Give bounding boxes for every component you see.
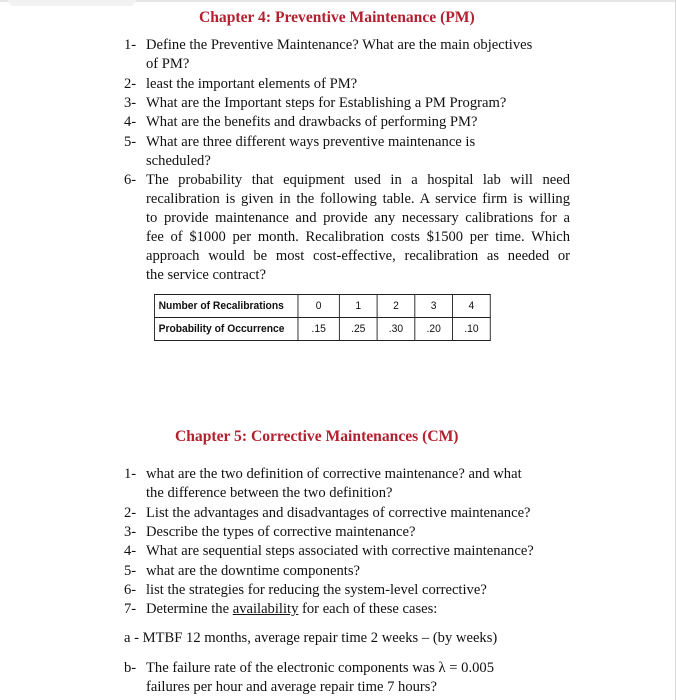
question-text: the difference between the two definition?	[146, 485, 393, 501]
case-text: failures per hour and average repair time 7 hours?	[146, 679, 437, 695]
table-cell: 3	[415, 295, 453, 318]
question-number: 5-	[124, 563, 137, 579]
availability-term: availability	[232, 601, 299, 617]
question-text: What are sequential steps associated with corrective maintenance?	[146, 543, 534, 559]
question-number: 3-	[124, 524, 137, 540]
table-cell: .20	[415, 318, 453, 341]
table-cell: 4	[453, 295, 491, 318]
case-text: The failure rate of the electronic components was λ = 0.005	[146, 660, 494, 676]
table-cell: .15	[298, 318, 339, 341]
question-number: 2-	[124, 76, 137, 92]
chapter-5-title: Chapter 5: Corrective Maintenances (CM)	[175, 428, 459, 445]
question-text: recalibration is given in the following table. A service firm is willing	[146, 191, 570, 207]
question-text: scheduled?	[146, 153, 211, 169]
text-before: Determine the	[146, 601, 233, 617]
question-text: What are the benefits and drawbacks of performing PM?	[146, 114, 478, 130]
question-number: 6-	[124, 582, 137, 598]
table-row-header: Number of Recalibrations	[154, 295, 298, 318]
table-row	[154, 295, 490, 318]
question-number: 3-	[124, 95, 137, 111]
question-number: 1-	[124, 466, 137, 482]
question-text	[146, 601, 437, 618]
question-number: 1-	[124, 37, 137, 53]
question-text: to provide maintenance and provide any necessary calibrations for a	[146, 210, 570, 226]
table-cell: 1	[339, 295, 377, 318]
question-text: fee of $1000 per month. Recalibration costs $1500 per time. Which	[146, 229, 570, 245]
question-text: Describe the types of corrective maintenance?	[146, 524, 416, 540]
question-number: 4-	[124, 114, 137, 130]
question-text: what are the two definition of corrective maintenance? and what	[146, 466, 522, 482]
question-text: least the important elements of PM?	[146, 76, 358, 92]
table-cell: 2	[377, 295, 415, 318]
question-number: 4-	[124, 543, 137, 559]
question-number: 7-	[124, 601, 137, 617]
question-text: approach would be most cost-effective, recalibration as needed or	[146, 248, 570, 264]
question-text: List the advantages and disadvantages of corrective maintenance?	[146, 505, 531, 521]
table-row-header: Probability of Occurrence	[154, 318, 298, 341]
table-cell: .25	[339, 318, 377, 341]
case-a: a - MTBF 12 months, average repair time 2 weeks – (by weeks)	[124, 630, 498, 646]
chapter-4-title: Chapter 4: Preventive Maintenance (PM)	[199, 9, 475, 26]
page-tab-stub	[8, 0, 136, 6]
question-text: what are the downtime components?	[146, 563, 360, 579]
question-text: list the strategies for reducing the system-level corrective?	[146, 582, 487, 598]
question-text: What are the Important steps for Establishing a PM Program?	[146, 95, 507, 111]
question-number: 2-	[124, 505, 137, 521]
question-text: What are three different ways preventive maintenance is	[146, 134, 476, 150]
text-after: for each of these cases:	[298, 601, 438, 617]
table-row	[154, 318, 490, 341]
question-text: the service contract?	[146, 267, 266, 283]
table-cell: .10	[453, 318, 491, 341]
question-number: 6-	[124, 172, 137, 188]
recalibration-table	[154, 294, 491, 341]
case-label: b-	[124, 660, 137, 676]
question-number: 5-	[124, 134, 137, 150]
table-cell: 0	[298, 295, 339, 318]
question-text: Define the Preventive Maintenance? What are the main objectives	[146, 37, 533, 53]
table-cell: .30	[377, 318, 415, 341]
question-text: of PM?	[146, 56, 190, 72]
question-text: The probability that equipment used in a hospital lab will need	[146, 172, 570, 188]
